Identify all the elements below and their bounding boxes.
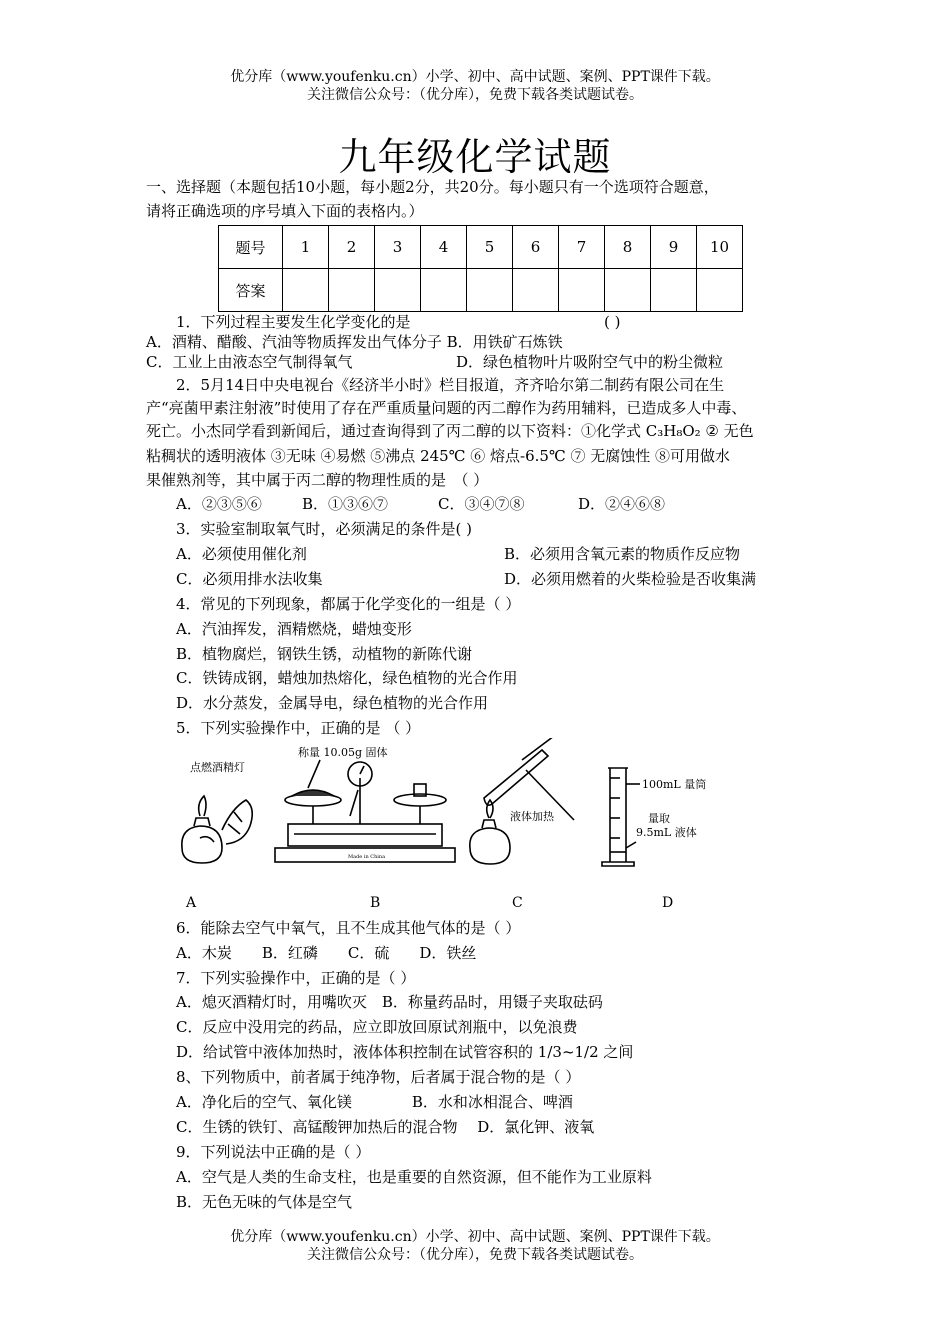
table-number-8: 8: [605, 226, 651, 269]
q6-options: A．木炭 B．红磷 C．硫 D．铁丝: [176, 944, 477, 962]
fig-d-caption-1: 100mL 量筒: [642, 778, 707, 791]
answer-cell[interactable]: [283, 269, 329, 312]
fig-c-caption: 液体加热: [510, 810, 554, 823]
fig-b-plate: Made in China: [348, 854, 386, 860]
q2-option-c: C．③④⑦⑧: [438, 495, 525, 513]
table-number-9: 9: [651, 226, 697, 269]
q1-paren: ( ): [604, 313, 621, 331]
header-line-1: 优分库（www.youfenku.cn）小学、初中、高中试题、案例、PPT课件下载。: [230, 69, 720, 85]
table-number-4: 4: [421, 226, 467, 269]
table-number-2: 2: [329, 226, 375, 269]
answer-cell[interactable]: [329, 269, 375, 312]
q3-option-b: B．必须用含氧元素的物质作反应物: [504, 545, 741, 563]
balance-b: [275, 745, 455, 862]
test-tube-heating-c: [470, 738, 574, 864]
table-number-5: 5: [467, 226, 513, 269]
fig-b-caption: 称量 10.05g 固体: [298, 746, 388, 759]
q6-stem: 6．能除去空气中氧气，且不生成其他气体的是（ ）: [176, 919, 521, 937]
q2-line-4: 粘稠状的透明液体 ③无味 ④易燃 ⑤沸点 245℃ ⑥ 熔点-6.5℃ ⑦ 无腐蚀性 ⑧可用做水: [146, 447, 731, 465]
answer-cell[interactable]: [697, 269, 743, 312]
table-header-label: 题号: [219, 226, 283, 269]
q4-option-b: B．植物腐烂，钢铁生锈，动植物的新陈代谢: [176, 645, 473, 663]
table-number-10: 10: [697, 226, 743, 269]
answer-cell[interactable]: [559, 269, 605, 312]
q7-stem: 7．下列实验操作中，正确的是（ ）: [176, 969, 416, 987]
graduated-cylinder-d: [602, 768, 706, 866]
q1-option-ab: A．酒精、醋酸、汽油等物质挥发出气体分子 B．用铁矿石炼铁: [146, 333, 563, 351]
q8-stem: 8、下列物质中，前者属于纯净物，后者属于混合物的是（ ）: [176, 1068, 581, 1086]
fig-label-a: A: [186, 895, 197, 911]
fig-label-b: B: [370, 895, 381, 911]
q1-option-c: C．工业上由液态空气制得氧气: [146, 353, 353, 371]
q3-option-a: A．必须使用催化剂: [176, 545, 307, 563]
q2-option-d: D．②④⑥⑧: [578, 495, 666, 513]
table-number-1: 1: [283, 226, 329, 269]
q4-stem: 4．常见的下列现象，都属于化学变化的一组是（ ）: [176, 595, 521, 613]
section-intro-2: 请将正确选项的序号填入下面的表格内。）: [146, 202, 424, 220]
q9-option-a: A．空气是人类的生命支柱，也是重要的自然资源，但不能作为工业原料: [176, 1168, 652, 1186]
q1-stem: 1．下列过程主要发生化学变化的是: [176, 313, 411, 331]
q5-figure: [170, 738, 730, 888]
q2-line-5: 果催熟剂等，其中属于丙二醇的物理性质的是 （ ）: [146, 471, 489, 489]
q5-stem: 5．下列实验操作中，正确的是 （ ）: [176, 719, 421, 737]
q2-option-a: A．②③⑤⑥: [176, 495, 262, 513]
alcohol-lamp-a: [182, 760, 252, 863]
q2-line-3: 死亡。小杰同学看到新闻后，通过查询得到了丙二醇的以下资料：①化学式 C₃H₈O₂ ② 无色: [146, 422, 754, 440]
q2-line-2: 产“亮菌甲素注射液”时使用了存在严重质量问题的丙二醇作为药用辅料，已造成多人中毒、: [146, 399, 747, 417]
page-title: 九年级化学试题: [338, 135, 612, 179]
q7-option-ab: A．熄灭酒精灯时，用嘴吹灭 B．称量药品时，用镊子夹取砝码: [176, 993, 603, 1011]
q8-option-ab: A．净化后的空气、氧化镁 B．水和冰相混合、啤酒: [176, 1093, 573, 1111]
fig-label-d: D: [662, 895, 674, 911]
fig-d-caption-3: 9.5mL 液体: [636, 826, 697, 839]
q9-option-b: B．无色无味的气体是空气: [176, 1193, 353, 1211]
footer-line-1: 优分库（www.youfenku.cn）小学、初中、高中试题、案例、PPT课件下载。: [230, 1229, 720, 1245]
answer-cell[interactable]: [513, 269, 559, 312]
q3-stem: 3．实验室制取氧气时，必须满足的条件是( ): [176, 520, 473, 538]
section-intro-1: 一、选择题（本题包括10小题，每小题2分，共20分。每小题只有一个选项符合题意，: [146, 178, 719, 196]
q7-option-d: D．给试管中液体加热时，液体体积控制在试管容积的 1/3~1/2 之间: [176, 1043, 634, 1061]
q4-option-d: D．水分蒸发，金属导电，绿色植物的光合作用: [176, 694, 489, 712]
footer-line-2: 关注微信公众号：（优分库），免费下载各类试题试卷。: [307, 1247, 643, 1263]
q2-line-1: 2．5月14日中央电视台《经济半小时》栏目报道，齐齐哈尔第二制药有限公司在生: [176, 376, 725, 394]
answer-cell[interactable]: [605, 269, 651, 312]
table-answer-label: 答案: [219, 269, 283, 312]
answer-cell[interactable]: [375, 269, 421, 312]
table-number-7: 7: [559, 226, 605, 269]
header-line-2: 关注微信公众号：（优分库），免费下载各类试题试卷。: [307, 87, 643, 103]
q8-option-cd: C．生锈的铁钉、高锰酸钾加热后的混合物 D．氯化钾、液氧: [176, 1118, 595, 1136]
q2-option-b: B．①③⑥⑦: [302, 495, 389, 513]
answer-table: [218, 225, 743, 312]
q3-option-d: D．必须用燃着的火柴检验是否收集满: [504, 570, 757, 588]
q4-option-c: C．铁铸成钢，蜡烛加热熔化，绿色植物的光合作用: [176, 669, 518, 687]
fig-label-c: C: [512, 895, 523, 911]
q1-option-d: D．绿色植物叶片吸附空气中的粉尘微粒: [456, 353, 724, 371]
q9-stem: 9．下列说法中正确的是（ ）: [176, 1143, 371, 1161]
q7-option-c: C．反应中没用完的药品，应立即放回原试剂瓶中，以免浪费: [176, 1018, 578, 1036]
fig-d-caption-2: 量取: [648, 812, 670, 825]
q3-option-c: C．必须用排水法收集: [176, 570, 323, 588]
table-number-3: 3: [375, 226, 421, 269]
q4-option-a: A．汽油挥发，酒精燃烧，蜡烛变形: [176, 620, 412, 638]
fig-a-caption: 点燃酒精灯: [190, 761, 245, 774]
answer-cell[interactable]: [651, 269, 697, 312]
table-number-6: 6: [513, 226, 559, 269]
answer-cell[interactable]: [467, 269, 513, 312]
answer-cell[interactable]: [421, 269, 467, 312]
